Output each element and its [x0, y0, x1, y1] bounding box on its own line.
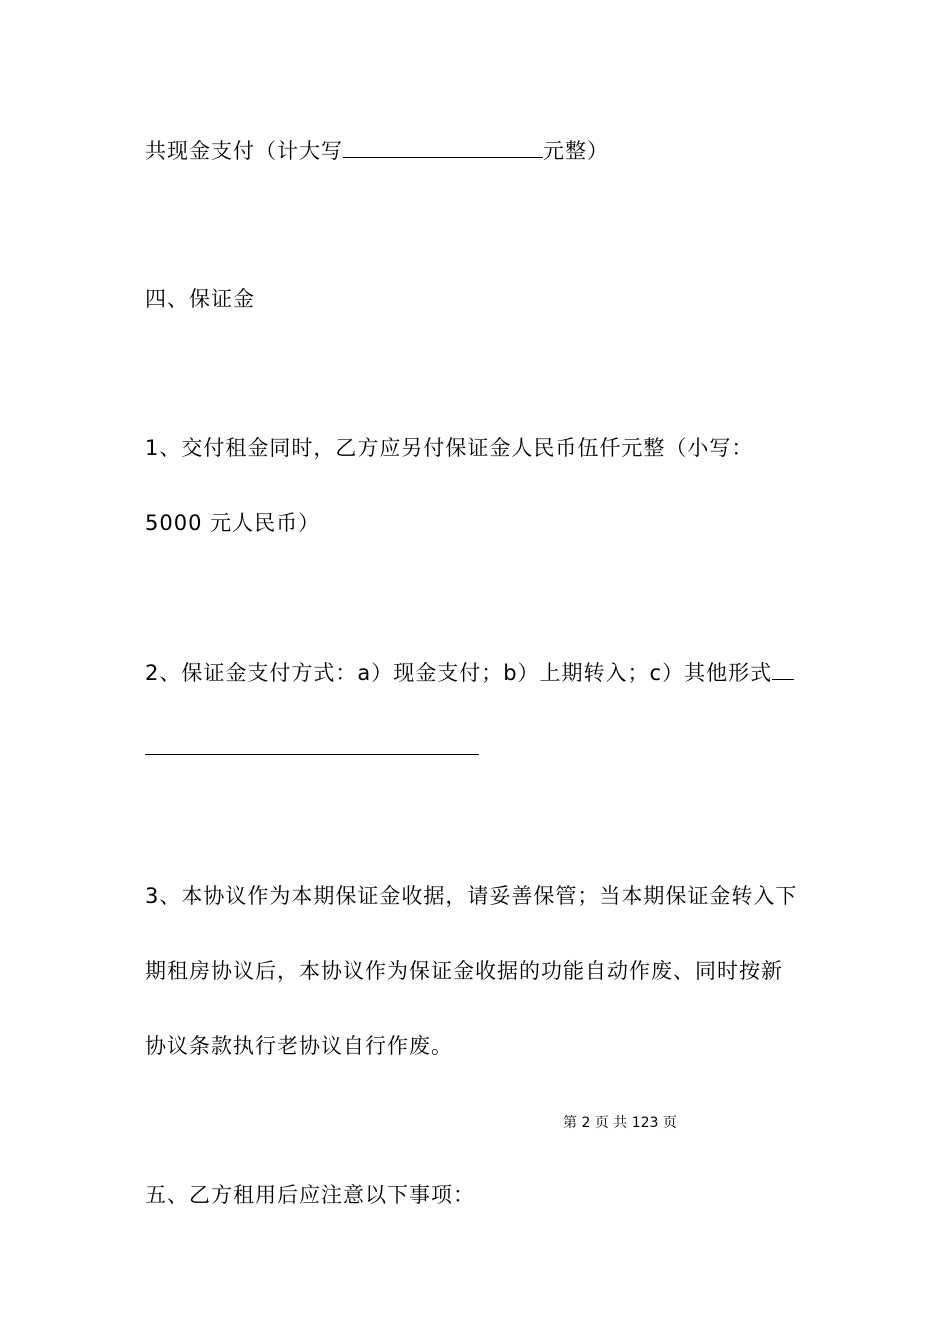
amount-in-words-blank[interactable]: [343, 135, 543, 158]
page-footer: 第 2 页 共 123 页: [563, 1115, 677, 1131]
clause-3-line-2: 期租房协议后，本协议作为保证金收据的功能自动作废、同时按新: [145, 959, 783, 983]
payment-total-prefix: 共现金支付（计大写: [145, 139, 343, 163]
other-form-blank[interactable]: [145, 732, 479, 755]
clause-2-line-1: [145, 657, 794, 688]
payment-total-line: [145, 135, 609, 166]
payment-total-suffix: 元整）: [543, 139, 609, 163]
section-5-heading: 五、乙方租用后应注意以下事项：: [145, 1183, 475, 1207]
clause-1-line-1: 1、交付租金同时，乙方应另付保证金人民币伍仟元整（小写：: [145, 436, 754, 460]
clause-3-line-1: 3、本协议作为本期保证金收据，请妥善保管；当本期保证金转入下: [145, 884, 798, 908]
clause-3-line-3: 协议条款执行老协议自行作废。: [145, 1034, 453, 1058]
other-form-blank-end[interactable]: [772, 657, 794, 680]
section-4-heading: 四、保证金: [145, 287, 255, 311]
clause-2-line-2: [145, 732, 479, 763]
clause-1-line-2: 5000 元人民币）: [145, 511, 321, 535]
clause-2-text: 2、保证金支付方式：a）现金支付；b）上期转入；c）其他形式: [145, 661, 773, 685]
